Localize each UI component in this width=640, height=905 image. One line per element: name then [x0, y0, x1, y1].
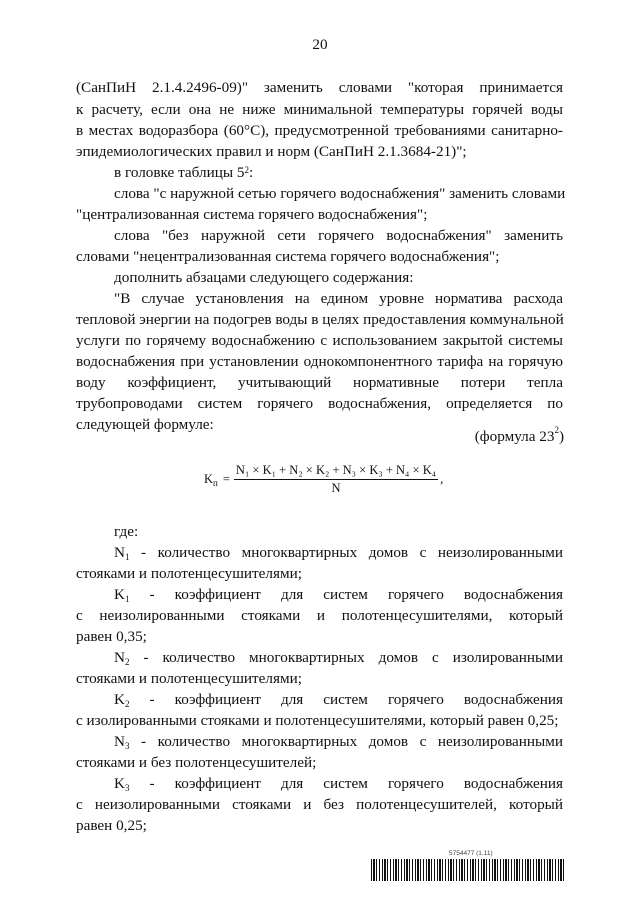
text-span: N: [114, 733, 125, 750]
symbol: [114, 544, 129, 561]
formula-lhs: [204, 472, 218, 487]
subscript: 3: [124, 741, 130, 751]
symbol: [114, 775, 129, 792]
comma: ,: [440, 472, 444, 486]
text-line: услуги по горячему водоснабжению с использованием закрытой системы: [76, 332, 563, 349]
text-line: к расчету, если она не ниже минимальной температуры горячей воды: [76, 101, 563, 118]
barcode: [371, 859, 564, 881]
text-line: стояками и полотенцесушителями;: [76, 670, 302, 687]
text-span: - количество многоквартирных домов с неизолированными: [129, 733, 563, 750]
text-line: тепловой энергии на подогрев воды в целях предоставления коммунальной: [76, 311, 564, 328]
text-line: следующей формуле:: [76, 416, 214, 433]
definition-line: [114, 775, 563, 794]
symbol: [114, 586, 129, 603]
text-line: "В случае установления на едином уровне норматива расхода: [114, 290, 563, 307]
text-span: N: [114, 544, 125, 561]
equals-sign: =: [222, 472, 230, 486]
definition-line: [114, 733, 563, 752]
text-span: - коэффициент для систем горячего водоснабжения: [129, 775, 563, 792]
text-line: в местах водоразбора (60°С), предусмотренной требованиями санитарно-: [76, 122, 563, 139]
text-line: трубопроводами систем горячего водоснабжения, определяется по: [76, 395, 563, 412]
formula: [204, 463, 443, 496]
symbol: [114, 691, 129, 708]
text-line: стояками и полотенцесушителями;: [76, 565, 302, 582]
subscript: 2: [124, 699, 130, 709]
definition-line: [114, 586, 563, 605]
text-span: K: [114, 691, 125, 708]
text-line: (СанПиН 2.1.4.2496-09)" заменить словами "которая принимается: [76, 79, 563, 96]
definition-line: [114, 691, 563, 710]
symbol: [114, 649, 129, 666]
text-line: водоснабжения при установлении однокомпонентного тарифа на горячую: [76, 353, 563, 370]
definition-line: [114, 544, 563, 563]
text-line: слова "без наружной сети горячего водоснабжения" заменить: [114, 227, 563, 244]
denominator: N: [331, 481, 341, 495]
superscript: 2: [554, 425, 559, 435]
text-line: с неизолированными стояками и без полотенцесушителей, который: [76, 796, 563, 813]
text-span: K: [114, 586, 125, 603]
text-line: равен 0,35;: [76, 628, 147, 645]
document-serial: 5754477 (1.11): [449, 850, 493, 857]
text-line: где:: [114, 523, 139, 540]
subscript: п: [213, 478, 218, 488]
text-line: словами "нецентрализованная система горячего водоснабжения";: [76, 248, 500, 265]
text-span: (формула 23: [474, 428, 555, 445]
text-line: воду коэффициент, учитывающий нормативные потери тепла: [76, 374, 563, 391]
text-span: N: [114, 649, 125, 666]
text-span: K: [114, 775, 125, 792]
subscript: 1: [124, 594, 130, 604]
text-line: стояками и без полотенцесушителей;: [76, 754, 317, 771]
text-line: равен 0,25;: [76, 817, 147, 834]
text-line: с изолированными стояками и полотенцесушителями, который равен 0,25;: [76, 712, 559, 729]
subscript: 2: [124, 657, 130, 667]
numerator: N₁ × K₁ + N₂ × K₂ + N₃ × K₃ + N₄ × K₄: [234, 463, 438, 480]
text-span: - количество многоквартирных домов с неизолированными: [129, 544, 563, 561]
text-line: [114, 164, 563, 182]
text-span: K: [204, 472, 214, 486]
text-span: в головке таблицы 5: [114, 164, 245, 181]
text-line: слова "с наружной сетью горячего водоснабжения" заменить словами: [114, 185, 566, 202]
symbol: [114, 733, 129, 750]
definition-line: [114, 649, 563, 668]
subscript: 3: [124, 783, 130, 793]
text-span: - коэффициент для систем горячего водоснабжения: [129, 586, 563, 603]
text-span: - количество многоквартирных домов с изолированными: [129, 649, 563, 666]
superscript: 2: [244, 165, 249, 175]
text-line: дополнить абзацами следующего содержания:: [114, 269, 414, 286]
subscript: 1: [124, 552, 130, 562]
text-line: с неизолированными стояками и полотенцесушителями, который: [76, 607, 563, 624]
text-span: :: [248, 164, 254, 181]
page-number: 20: [312, 36, 328, 53]
fraction: [234, 463, 438, 496]
text-line: "централизованная система горячего водоснабжения";: [76, 206, 428, 223]
formula-label: [474, 425, 564, 446]
text-span: ): [558, 428, 564, 445]
text-span: - коэффициент для систем горячего водоснабжения: [129, 691, 563, 708]
text-line: эпидемиологических правил и норм (СанПиН 2.1.3684-21)";: [76, 143, 467, 160]
